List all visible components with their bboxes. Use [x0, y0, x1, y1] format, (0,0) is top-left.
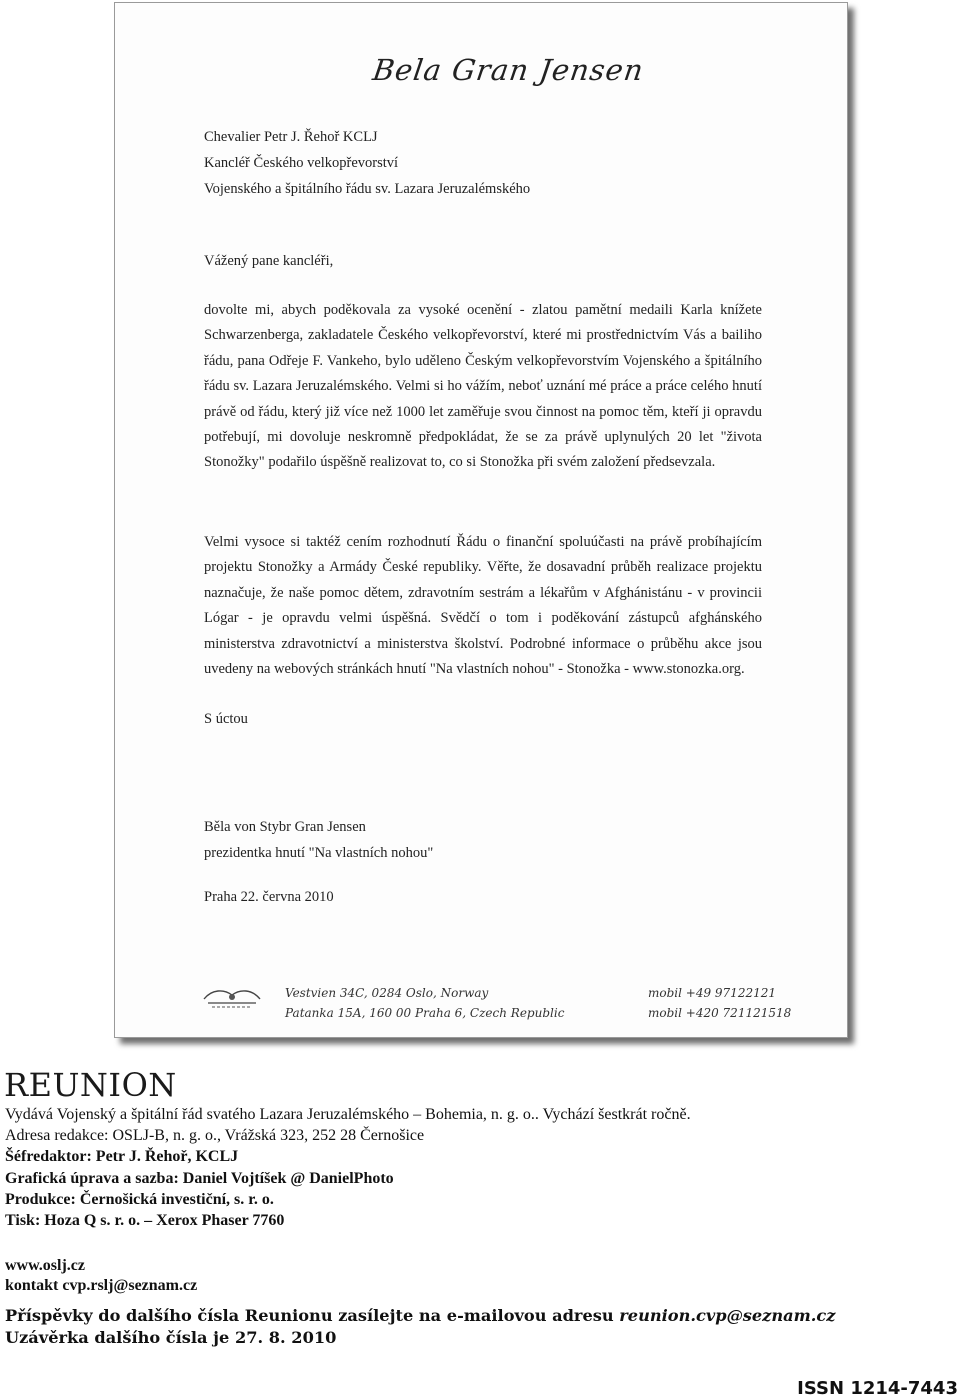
- submission-email-link[interactable]: reunion.cvp@seznam.cz: [619, 1306, 836, 1325]
- footer-phone-line: mobil +420 721121518: [648, 1006, 792, 1020]
- web-contact: [5, 1256, 197, 1296]
- print-line: Tisk: Hoza Q s. r. o. – Xerox Phaser 7760: [5, 1212, 285, 1230]
- editor-line: Šéfredaktor: Petr J. Řehoř, KCLJ: [5, 1148, 239, 1166]
- place-date: Praha 22. června 2010: [204, 889, 334, 905]
- website-link[interactable]: www.oslj.cz: [5, 1257, 85, 1274]
- recipient-address: [204, 124, 530, 202]
- editorial-address-line: Adresa redakce: OSLJ-B, n. g. o., Vrážská 323, 252 28 Černošice: [5, 1127, 425, 1145]
- colophon-details: [5, 1104, 691, 1231]
- footer-address-line: Vestvien 34C, 0284 Oslo, Norway: [285, 986, 489, 1000]
- contact-email[interactable]: kontakt cvp.rslj@seznam.cz: [5, 1277, 198, 1294]
- letter-paragraph-1: dovolte mi, abych poděkovala za vysoké ocenění - zlatou pamětní medaili Karla knížete Schwarzenberga, zakladatele Českého velkopřevorství, které mi prostřednictvím Vás a bailiho řádu, pana Odřeje F. Vankeho, bylo uděleno Českým velkopřevorstvím Vojenského a špitálního řádu sv. Lazara Jeruzalémského. Velmi si ho vážím, neboť uznání mé práce a práce celého hnutí právě od řádu, který již více než 1000 let zaměřuje svou činnost na pomoc těm, kteří ji opravdu potřebují, mi dovoluje neskromně předpokládat, že se za právě uplynulých 20 let "života Stonožky" podařilo úspěšně realizovat to, co si Stonožka při svém založení předsevzala.: [204, 302, 762, 471]
- letterhead-logo: Bela Gran Jensen: [370, 53, 647, 87]
- footer-address-line: Patanka 15A, 160 00 Praha 6, Czech Republic: [285, 1006, 565, 1020]
- footer-address: [285, 983, 564, 1023]
- footer-phones: [648, 983, 791, 1023]
- scanned-letter: [114, 2, 848, 1038]
- issn-label: ISSN 1214-7443: [797, 1378, 958, 1399]
- submission-line: [5, 1305, 835, 1327]
- address-line: Kancléř Českého velkopřevorství: [204, 155, 399, 171]
- signatory-title: prezidentka hnutí "Na vlastních nohou": [204, 845, 434, 861]
- submission-info: [5, 1305, 835, 1349]
- publisher-line: Vydává Vojenský a špitální řád svatého Lazara Jeruzalémského – Bohemia, n. g. o.. Vychází šestkrát ročně.: [5, 1106, 691, 1123]
- layout-line: Grafická úprava a sazba: Daniel Vojtíšek @ DanielPhoto: [5, 1169, 394, 1187]
- emblem-icon: [202, 985, 262, 1013]
- deadline-line: Uzávěrka dalšího čísla je 27. 8. 2010: [5, 1328, 337, 1347]
- signature-block: [204, 814, 433, 866]
- closing: S úctou: [204, 711, 248, 727]
- colophon-title: REUNION: [4, 1066, 177, 1104]
- address-line: Chevalier Petr J. Řehoř KCLJ: [204, 129, 378, 145]
- signatory-name: Běla von Stybr Gran Jensen: [204, 819, 366, 835]
- submission-text: Příspěvky do dalšího čísla Reunionu zasílejte na e-mailovou adresu: [5, 1306, 620, 1325]
- footer-phone-line: mobil +49 97122121: [648, 986, 776, 1000]
- salutation: Vážený pane kancléři,: [204, 253, 334, 269]
- address-line: Vojenského a špitálního řádu sv. Lazara Jeruzalémského: [204, 181, 531, 197]
- production-line: Produkce: Černošická investiční, s. r. o.: [5, 1190, 274, 1208]
- letter-paragraph-2: Velmi vysoce si taktéž cením rozhodnutí Řádu o finanční spoluúčasti na právě probíhajícím projektu Stonožky a Armády České republiky. Věřte, že dosavadní průběh realizace projektu naznačuje, že naše pomoc dětem, zdravotním sestrám a lékařům v Afghánistánu - v provincii Lógar - je opravdu velmi úspěšná. Svědčí o tom i poděkování zástupců afghánského ministerstva zdravotnictví a ministerstva školství. Podrobné informace o průběhu akce jsou uvedeny na webových stránkách hnutí "Na vlastních nohou" - Stonožka - www.stonozka.org.: [204, 534, 762, 678]
